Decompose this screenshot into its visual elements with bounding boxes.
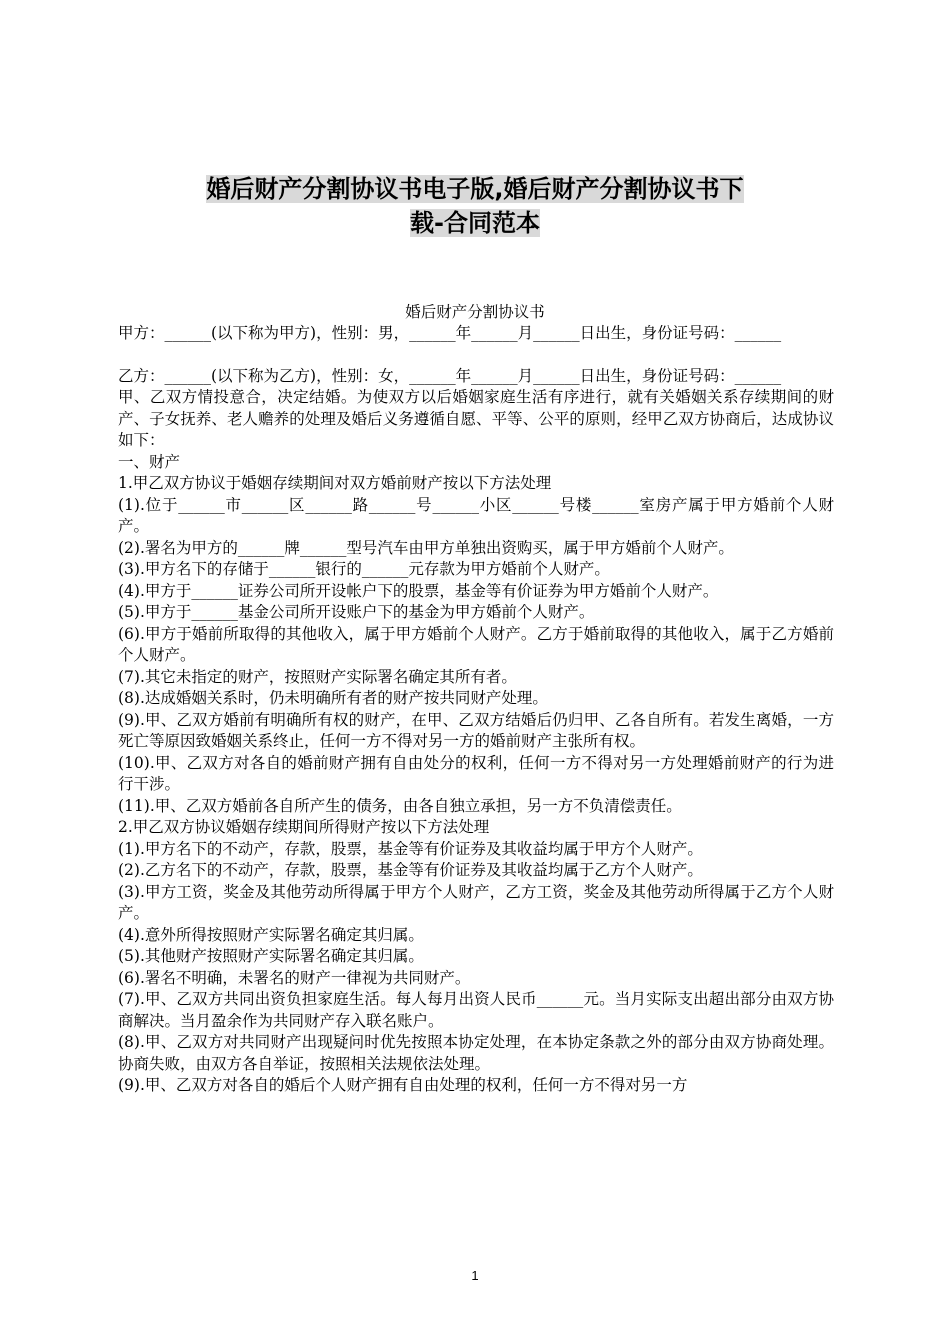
- agreement-paragraph: (6).甲方于婚前所取得的其他收入，属于甲方婚前个人财产。乙方于婚前取得的其他收入，属于乙方婚前个人财产。: [118, 624, 834, 664]
- agreement-paragraph: 甲、乙双方情投意合，决定结婚。为使双方以后婚姻家庭生活有序进行，就有关婚姻关系存续期间的财产、子女抚养、老人赡养的处理及婚后义务遵循自愿、平等、公平的原则，经甲乙双方协商后，达成协议如下：: [118, 388, 834, 449]
- blank-line: [118, 345, 834, 366]
- agreement-paragraph: (4).意外所得按照财产实际署名确定其归属。: [118, 925, 424, 944]
- agreement-paragraph: (7).其它未指定的财产，按照财产实际署名确定其所有者。: [118, 667, 517, 686]
- agreement-paragraph: (9).甲、乙双方对各自的婚后个人财产拥有自由处理的权利，任何一方不得对另一方: [118, 1076, 688, 1094]
- agreement-paragraph: (1).甲方名下的不动产，存款，股票，基金等有价证券及其收益均属于甲方个人财产。: [118, 839, 703, 858]
- agreement-paragraph: (5).甲方于______基金公司所开设账户下的基金为甲方婚前个人财产。: [118, 603, 595, 621]
- agreement-paragraph: (1).位于______市______区______路______号______小区______号楼______室房产属于甲方婚前个人财产。: [118, 495, 834, 535]
- agreement-paragraph: (3).甲方名下的存储于______银行的______元存款为甲方婚前个人财产。: [118, 560, 610, 578]
- agreement-paragraph: (3).甲方工资，奖金及其他劳动所得属于甲方个人财产，乙方工资，奖金及其他劳动所得属于乙方个人财产。: [118, 882, 834, 922]
- agreement-paragraph: (10).甲、乙双方对各自的婚前财产拥有自由处分的权利，任何一方不得对另一方处理婚前财产的行为进行干涉。: [118, 753, 834, 793]
- agreement-paragraph: (2).署名为甲方的______牌______型号汽车由甲方单独出资购买，属于甲方婚前个人财产。: [118, 538, 734, 557]
- agreement-paragraph: (4).甲方于______证券公司所开设帐户下的股票，基金等有价证券为甲方婚前个人财产。: [118, 581, 719, 600]
- agreement-paragraph: (2).乙方名下的不动产，存款，股票，基金等有价证券及其收益均属于乙方个人财产。: [118, 861, 703, 879]
- agreement-heading: 婚后财产分割协议书: [405, 303, 545, 321]
- title-line-1: 婚后财产分割协议书电子版,婚后财产分割协议书下: [206, 175, 744, 203]
- title-line-2: 载-合同范本: [410, 209, 540, 237]
- agreement-body: [118, 323, 834, 1097]
- agreement-paragraph: 1.甲乙双方协议于婚姻存续期间对双方婚前财产按以下方法处理: [118, 474, 552, 492]
- agreement-paragraph: 一、财产: [118, 452, 181, 471]
- agreement-paragraph: 甲方：______(以下称为甲方)，性别：男，______年______月______日出生，身份证号码：______: [118, 324, 782, 342]
- document-title: [118, 172, 832, 240]
- agreement-paragraph: (9).甲、乙双方婚前有明确所有权的财产，在甲、乙双方结婚后仍归甲、乙各自所有。若发生离婚，一方死亡等原因致婚姻关系终止，任何一方不得对另一方的婚前财产主张所有权。: [118, 710, 834, 750]
- agreement-paragraph: (7).甲、乙双方共同出资负担家庭生活。每人每月出资人民币______元。当月实际支出超出部分由双方协商解决。当月盈余作为共同财产存入联名账户。: [118, 990, 834, 1030]
- page-number: 1: [471, 1268, 479, 1283]
- agreement-paragraph: (8).甲、乙双方对共同财产出现疑问时优先按照本协定处理，在本协定条款之外的部分由双方协商处理。协商失败，由双方各自举证，按照相关法规依法处理。: [118, 1033, 834, 1073]
- agreement-paragraph: (5).其他财产按照财产实际署名确定其归属。: [118, 947, 424, 965]
- agreement-paragraph: 乙方：______(以下称为乙方)，性别：女，______年______月______日出生，身份证号码：______: [118, 366, 782, 385]
- agreement-paragraph: (8).达成婚姻关系时，仍未明确所有者的财产按共同财产处理。: [118, 689, 548, 707]
- agreement-paragraph: 2.甲乙双方协议婚姻存续期间所得财产按以下方法处理: [118, 818, 490, 836]
- agreement-paragraph: (11).甲、乙双方婚前各自所产生的债务，由各自独立承担，另一方不负清偿责任。: [118, 796, 682, 815]
- agreement-paragraph: (6).署名不明确，未署名的财产一律视为共同财产。: [118, 968, 471, 987]
